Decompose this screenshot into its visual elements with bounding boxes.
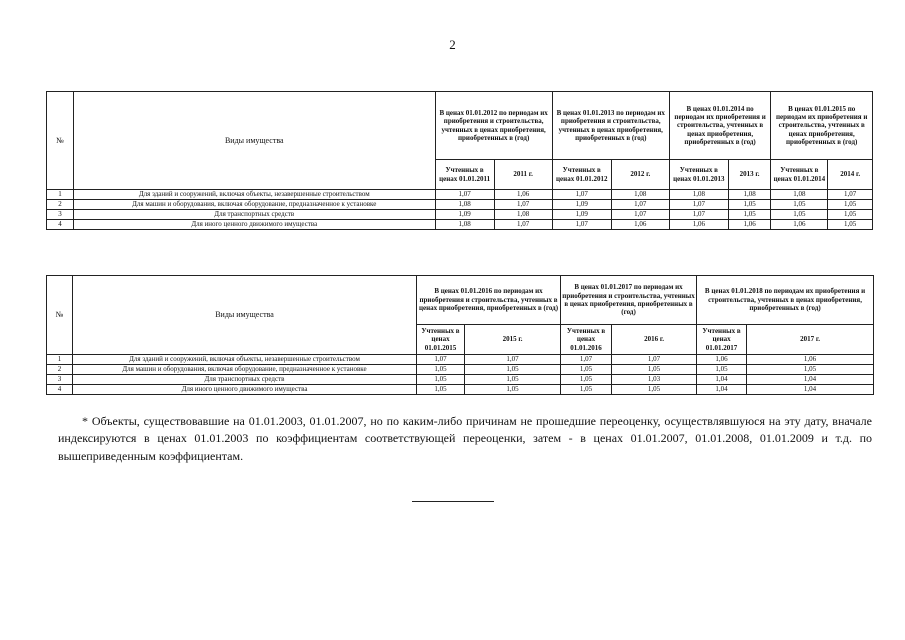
- property-type: Для транспортных средств: [73, 210, 435, 220]
- subheader-cell: Учтенных в ценах 01.01.2016: [561, 325, 612, 355]
- coefficient-cell: 1,07: [611, 210, 669, 220]
- coefficient-cell: 1,05: [417, 385, 465, 395]
- property-type: Для транспортных средств: [73, 375, 417, 385]
- subheader-cell: 2012 г.: [611, 160, 669, 190]
- coefficient-cell: 1,07: [612, 355, 697, 365]
- subheader-cell: Учтенных в ценах 01.01.2012: [552, 160, 611, 190]
- coefficient-cell: 1,09: [435, 210, 494, 220]
- property-type: Для машин и оборудования, включая оборудование, предназначенное к установке: [73, 365, 417, 375]
- coefficient-cell: 1,07: [494, 220, 552, 230]
- table-row: [47, 365, 874, 375]
- row-number: 1: [47, 190, 74, 200]
- coefficient-cell: 1,05: [828, 200, 873, 210]
- property-type: Для зданий и сооружений, включая объекты, незавершенные строительством: [73, 355, 417, 365]
- coefficient-cell: 1,07: [669, 210, 728, 220]
- coefficient-cell: 1,04: [747, 385, 874, 395]
- subheader-cell: 2017 г.: [747, 325, 874, 355]
- coefficient-cell: 1,07: [417, 355, 465, 365]
- coefficient-cell: 1,05: [747, 365, 874, 375]
- coefficient-cell: 1,07: [611, 200, 669, 210]
- subheader-cell: 2013 г.: [728, 160, 771, 190]
- coefficient-cell: 1,05: [561, 365, 612, 375]
- coefficient-cell: 1,04: [697, 375, 747, 385]
- property-type: Для зданий и сооружений, включая объекты, незавершенные строительством: [73, 190, 435, 200]
- subheader-cell: 2015 г.: [465, 325, 561, 355]
- subheader-cell: 2016 г.: [612, 325, 697, 355]
- coefficient-cell: 1,05: [828, 210, 873, 220]
- coefficient-cell: 1,06: [697, 355, 747, 365]
- coefficient-cell: 1,06: [747, 355, 874, 365]
- row-number: 2: [47, 365, 73, 375]
- coefficient-cell: 1,05: [728, 210, 771, 220]
- coefficient-cell: 1,08: [494, 210, 552, 220]
- coefficient-cell: 1,05: [465, 385, 561, 395]
- row-number: 2: [47, 200, 74, 210]
- coefficient-cell: 1,05: [561, 375, 612, 385]
- coefficient-cell: 1,08: [611, 190, 669, 200]
- coefficient-cell: 1,09: [552, 210, 611, 220]
- property-type: Для машин и оборудования, включая оборудование, предназначенное к установке: [73, 200, 435, 210]
- coefficient-cell: 1,05: [612, 385, 697, 395]
- group-header-2013: В ценах 01.01.2013 по периодам их приобретения и строительства, учтенных в ценах приобретения, приобретенных в (год): [552, 92, 669, 160]
- coefficient-cell: 1,03: [612, 375, 697, 385]
- coefficient-cell: 1,05: [417, 375, 465, 385]
- coefficient-cell: 1,08: [728, 190, 771, 200]
- column-header-property-type: Виды имущества: [73, 276, 417, 355]
- subheader-cell: 2014 г.: [828, 160, 873, 190]
- table-row: [47, 190, 873, 200]
- subheader-cell: Учтенных в ценах 01.01.2014: [771, 160, 828, 190]
- revaluation-table-2012-2015: [46, 91, 873, 230]
- coefficient-cell: 1,05: [465, 365, 561, 375]
- column-header-number: №: [47, 276, 73, 355]
- coefficient-cell: 1,06: [611, 220, 669, 230]
- subheader-cell: Учтенных в ценах 01.01.2011: [435, 160, 494, 190]
- coefficient-cell: 1,07: [465, 355, 561, 365]
- coefficient-cell: 1,05: [828, 220, 873, 230]
- coefficient-cell: 1,07: [494, 200, 552, 210]
- table-row: [47, 385, 874, 395]
- coefficient-cell: 1,05: [771, 200, 828, 210]
- subheader-cell: Учтенных в ценах 01.01.2013: [669, 160, 728, 190]
- coefficient-cell: 1,08: [771, 190, 828, 200]
- coefficient-cell: 1,05: [561, 385, 612, 395]
- group-header-2015: В ценах 01.01.2015 по периодам их приобретения и строительства, учтенных в ценах приобретения, приобретенных в (год): [771, 92, 873, 160]
- coefficient-cell: 1,05: [612, 365, 697, 375]
- coefficient-cell: 1,04: [697, 385, 747, 395]
- coefficient-cell: 1,05: [771, 210, 828, 220]
- table-row: [47, 375, 874, 385]
- coefficient-cell: 1,07: [561, 355, 612, 365]
- coefficient-cell: 1,08: [669, 190, 728, 200]
- column-header-number: №: [47, 92, 74, 190]
- column-header-property-type: Виды имущества: [73, 92, 435, 190]
- coefficient-cell: 1,07: [828, 190, 873, 200]
- group-header-2017: В ценах 01.01.2017 по периодам их приобретения и строительства, учтенных в ценах приобретения, приобретенных в (год): [561, 276, 697, 325]
- property-type: Для иного ценного движимого имущества: [73, 385, 417, 395]
- coefficient-cell: 1,06: [728, 220, 771, 230]
- row-number: 1: [47, 355, 73, 365]
- revaluation-table-2016-2018: [46, 275, 874, 395]
- group-header-2016: В ценах 01.01.2016 по периодам их приобретения и строительства, учтенных в ценах приобретения, приобретенных в (год): [417, 276, 561, 325]
- row-number: 3: [47, 210, 74, 220]
- property-type: Для иного ценного движимого имущества: [73, 220, 435, 230]
- row-number: 4: [47, 385, 73, 395]
- page-number: 2: [449, 37, 456, 52]
- row-number: 4: [47, 220, 74, 230]
- coefficient-cell: 1,04: [747, 375, 874, 385]
- table-row: [47, 200, 873, 210]
- coefficient-cell: 1,05: [465, 375, 561, 385]
- group-header-2012: В ценах 01.01.2012 по периодам их приобретения и строительства, учтенных в ценах приобретения, приобретенных в (год): [435, 92, 552, 160]
- table-row: [47, 210, 873, 220]
- footnote: * Объекты, существовавшие на 01.01.2003, 01.01.2007, но по каким-либо причинам не прошедшие переоценку, осуществлявшуюся на эту дату, вначале индексируются в ценах 01.01.2003 по коэффициентам соответствующей переоценки, затем - в ценах 01.01.2007, 01.01.2008, 01.01.2009 и т.д. по вышеприведенным коэффициентам.: [58, 414, 872, 463]
- table-row: [47, 355, 874, 365]
- table-row: [47, 220, 873, 230]
- coefficient-cell: 1,08: [435, 220, 494, 230]
- coefficient-cell: 1,08: [435, 200, 494, 210]
- group-header-2014: В ценах 01.01.2014 по периодам их приобретения и строительства, учтенных в ценах приобретения, приобретенных в (год): [669, 92, 771, 160]
- subheader-cell: Учтенных в ценах 01.01.2015: [417, 325, 465, 355]
- coefficient-cell: 1,05: [728, 200, 771, 210]
- subheader-cell: Учтенных в ценах 01.01.2017: [697, 325, 747, 355]
- coefficient-cell: 1,06: [494, 190, 552, 200]
- subheader-cell: 2011 г.: [494, 160, 552, 190]
- coefficient-cell: 1,05: [417, 365, 465, 375]
- separator-line: [412, 501, 494, 502]
- coefficient-cell: 1,06: [669, 220, 728, 230]
- coefficient-cell: 1,07: [552, 190, 611, 200]
- coefficient-cell: 1,07: [669, 200, 728, 210]
- coefficient-cell: 1,07: [435, 190, 494, 200]
- coefficient-cell: 1,05: [697, 365, 747, 375]
- row-number: 3: [47, 375, 73, 385]
- coefficient-cell: 1,06: [771, 220, 828, 230]
- group-header-2018: В ценах 01.01.2018 по периодам их приобретения и строительства, учтенных в ценах приобретения, приобретенных в (год): [697, 276, 874, 325]
- coefficient-cell: 1,07: [552, 220, 611, 230]
- coefficient-cell: 1,09: [552, 200, 611, 210]
